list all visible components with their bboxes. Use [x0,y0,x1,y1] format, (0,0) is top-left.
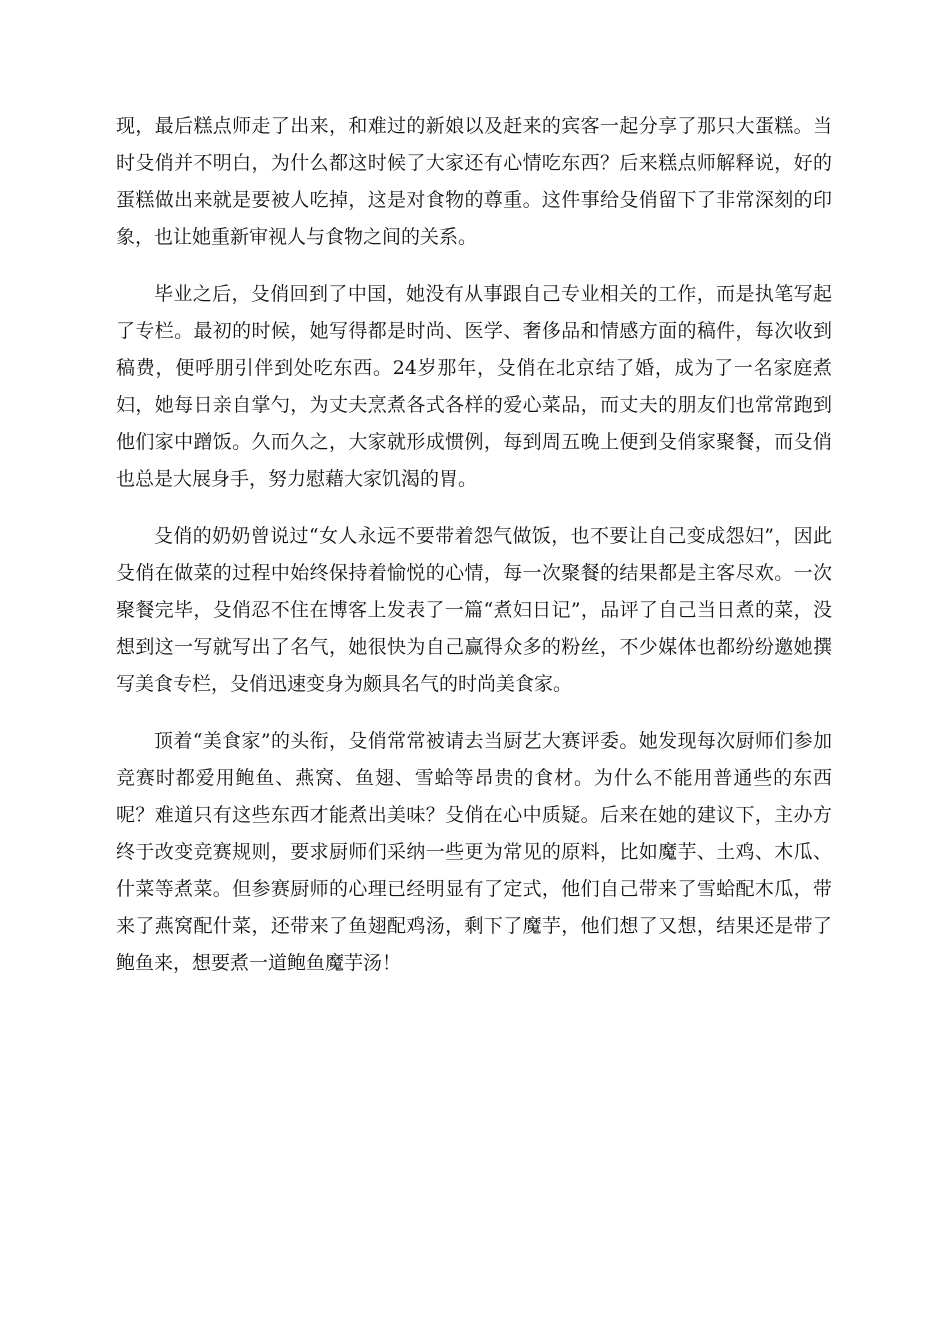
document-page [116,108,832,1002]
paragraph-2: 毕业之后，殳俏回到了中国，她没有从事跟自己专业相关的工作，而是执笔写起了专栏。最初的时候，她写得都是时尚、医学、奢侈品和情感方面的稿件，每次收到稿费，便呼朋引伴到处吃东西。24岁那年，殳俏在北京结了婚，成为了一名家庭煮妇，她每日亲自掌勺，为丈夫烹煮各式各样的爱心菜品，而丈夫的朋友们也常常跑到他们家中蹭饭。久而久之，大家就形成惯例，每到周五晚上便到殳俏家聚餐，而殳俏也总是大展身手，努力慰藉大家饥渴的胃。 [116,283,832,490]
paragraph-1: 现，最后糕点师走了出来，和难过的新娘以及赶来的宾客一起分享了那只大蛋糕。当时殳俏并不明白，为什么都这时候了大家还有心情吃东西？后来糕点师解释说，好的蛋糕做出来就是要被人吃掉，这是对食物的尊重。这件事给殳俏留下了非常深刻的印象，也让她重新审视人与食物之间的关系。 [116,115,832,248]
paragraph-3: 殳俏的奶奶曾说过“女人永远不要带着怨气做饭，也不要让自己变成怨妇”，因此殳俏在做菜的过程中始终保持着愉悦的心情，每一次聚餐的结果都是主客尽欢。一次聚餐完毕，殳俏忍不住在博客上发表了一篇“煮妇日记”，品评了自己当日煮的菜，没想到这一写就写出了名气，她很快为自己赢得众多的粉丝，不少媒体也都纷纷邀她撰写美食专栏，殳俏迅速变身为颇具名气的时尚美食家。 [116,525,832,695]
paragraph-4: 顶着“美食家”的头衔，殳俏常常被请去当厨艺大赛评委。她发现每次厨师们参加竞赛时都爱用鲍鱼、燕窝、鱼翅、雪蛤等昂贵的食材。为什么不能用普通些的东西呢？难道只有这些东西才能煮出美味？殳俏在心中质疑。后来在她的建议下，主办方终于改变竞赛规则，要求厨师们采纳一些更为常见的原料，比如魔芋、土鸡、木瓜、什菜等煮菜。但参赛厨师的心理已经明显有了定式，他们自己带来了雪蛤配木瓜，带来了燕窝配什菜，还带来了鱼翅配鸡汤，剩下了魔芋，他们想了又想，结果还是带了鲍鱼来，想要煮一道鲍鱼魔芋汤！ [116,730,832,974]
